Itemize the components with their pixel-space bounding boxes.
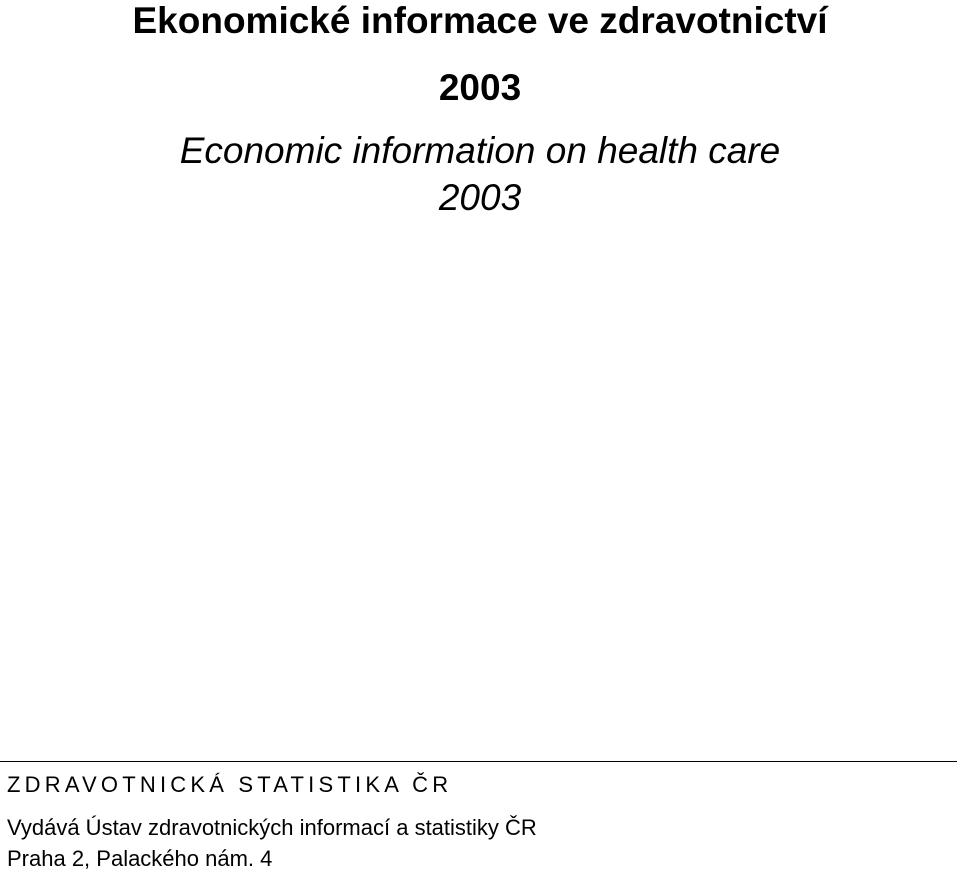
footer-divider	[0, 761, 957, 762]
english-title-year: 2003	[438, 177, 522, 218]
english-title	[0, 130, 960, 219]
czech-title-text: Ekonomické informace ve zdravotnictví	[132, 0, 828, 41]
publisher-address: Praha 2, Palackého nám. 4	[7, 846, 273, 871]
series-name: ZDRAVOTNICKÁ STATISTIKA ČR	[7, 772, 453, 797]
czech-title-year: 2003	[438, 67, 522, 108]
english-title-text: Economic information on health care	[179, 130, 781, 171]
czech-title	[0, 0, 960, 109]
publisher-line: Vydává Ústav zdravotnických informací a statistiky ČR	[7, 815, 537, 840]
